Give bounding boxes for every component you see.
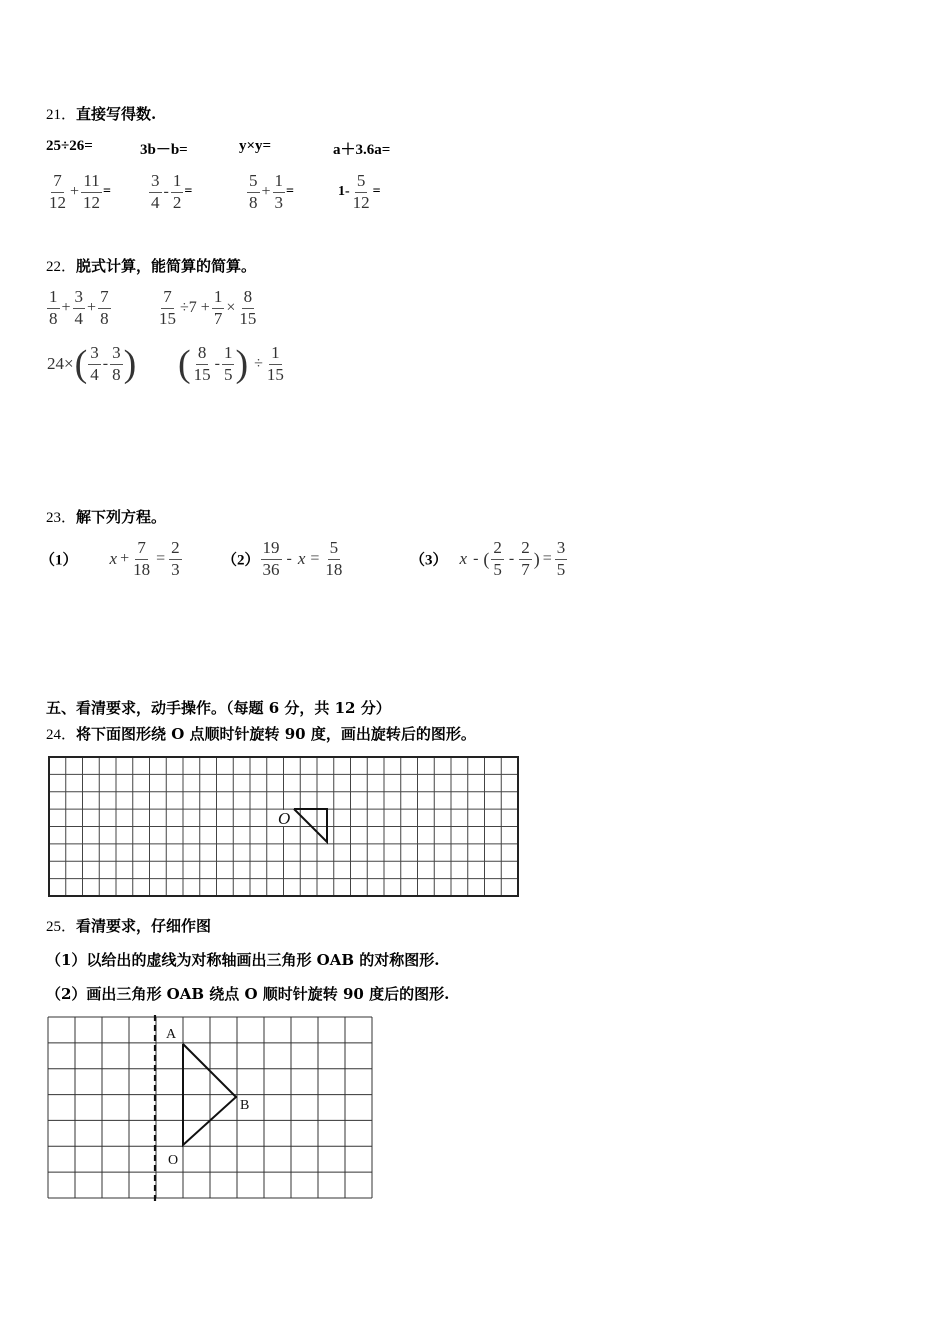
q21-title: 21．直接写得数. [46, 105, 157, 123]
fraction: $\frac{2}{7}$ [521, 538, 530, 579]
q25-sub1: （1）以给出的虚线为对称轴画出三角形 OAB 的对称图形. [46, 951, 440, 969]
q21-expr-2: $\frac{3}{4}$ - $\frac{1}{2}$ = [151, 171, 193, 212]
fraction: $\frac{2}{5}$ [493, 538, 502, 579]
q25-title: 25．看清要求，仔细作图 [46, 917, 212, 935]
fraction: $\frac{1}{5}$ [223, 343, 233, 384]
fraction: $\frac{5}{8}$ [249, 171, 258, 212]
point-a-label: A [166, 1027, 177, 1042]
fraction: $\frac{3}{4}$ [90, 343, 99, 384]
q24-grid [46, 754, 522, 900]
q23-title: 23．解下列方程。 [46, 508, 167, 526]
q24-title: 24．将下面图形绕 O 点顺时针旋转 90 度，画出旋转后的图形。 [46, 725, 476, 743]
q21-expr-3: $\frac{5}{8}$ + $\frac{1}{3}$ = [249, 171, 295, 212]
q22-expr-2: $\frac{7}{15}$ ÷7 + $\frac{1}{7}$ × $\frac{8}{15}$ [159, 287, 257, 328]
fraction: $\frac{7}{18}$ [133, 538, 151, 579]
q21-row1-item: a＋3.6a= [333, 142, 391, 158]
fraction: $\frac{7}{15}$ [159, 287, 176, 328]
q21-expr-1: $\frac{7}{12}$ + $\frac{11}{12}$ = [49, 171, 112, 212]
fraction: $\frac{11}{12}$ [83, 171, 101, 212]
fraction: $\frac{19}{36}$ [262, 538, 280, 579]
q22-expr-3: 24×( $\frac{3}{4}$ - $\frac{3}{8}$ ) [47, 343, 137, 386]
q23-equation-1: （1） x + $\frac{7}{18}$ = $\frac{2}{3}$ [40, 538, 180, 579]
q23-equation-3: （3） x - ( $\frac{2}{5}$ - $\frac{2}{7}$ ) = $\frac{3}{5}$ [410, 538, 566, 579]
fraction: $\frac{3}{5}$ [556, 538, 566, 579]
triangle-shape [294, 809, 327, 842]
q21-row1-item: y×y= [239, 138, 272, 154]
point-o-label: O [168, 1153, 179, 1168]
q25-grid [46, 1015, 376, 1205]
fraction: $\frac{5}{12}$ [352, 171, 370, 212]
fraction: $\frac{3}{4}$ [74, 287, 84, 328]
q23-equation-2: （2） $\frac{19}{36}$ - x = $\frac{5}{18}$ [222, 538, 343, 579]
point-b-label: B [240, 1098, 250, 1113]
fraction: $\frac{5}{18}$ [325, 538, 343, 579]
fraction: $\frac{3}{8}$ [112, 343, 121, 384]
fraction: $\frac{8}{15}$ [239, 287, 257, 328]
fraction: $\frac{8}{15}$ [193, 343, 211, 384]
fraction: $\frac{3}{4}$ [151, 171, 160, 212]
q21-expr-4: 1- $\frac{5}{12}$ = [338, 171, 381, 212]
fraction: $\frac{1}{7}$ [213, 287, 223, 328]
q22-title: 22．脱式计算，能简算的简算。 [46, 257, 257, 275]
fraction: $\frac{2}{3}$ [171, 538, 180, 579]
q21-row1-item: 25÷26= [46, 138, 93, 154]
q25-sub2: （2）画出三角形 OAB 绕点 O 顺时针旋转 90 度后的图形. [46, 985, 450, 1003]
q22-expr-4: ( $\frac{8}{15}$ - $\frac{1}{5}$ ) ÷ $\frac{1}{15}$ [178, 343, 284, 386]
fraction: $\frac{1}{3}$ [274, 171, 284, 212]
fraction: $\frac{1}{15}$ [266, 343, 284, 384]
section5-title: 五、看清要求，动手操作。（每题 6 分，共 12 分） [46, 699, 391, 717]
q22-expr-1: $\frac{1}{8}$ + $\frac{3}{4}$ + $\frac{7}{8}$ [49, 287, 109, 328]
point-o-label: O [278, 809, 291, 828]
fraction: $\frac{1}{8}$ [49, 287, 58, 328]
fraction: $\frac{7}{8}$ [100, 287, 109, 328]
fraction: $\frac{7}{12}$ [49, 171, 66, 212]
grid-lines [48, 1017, 372, 1198]
fraction: $\frac{1}{2}$ [172, 171, 182, 212]
q21-row1-item: 3b－b= [140, 142, 188, 158]
